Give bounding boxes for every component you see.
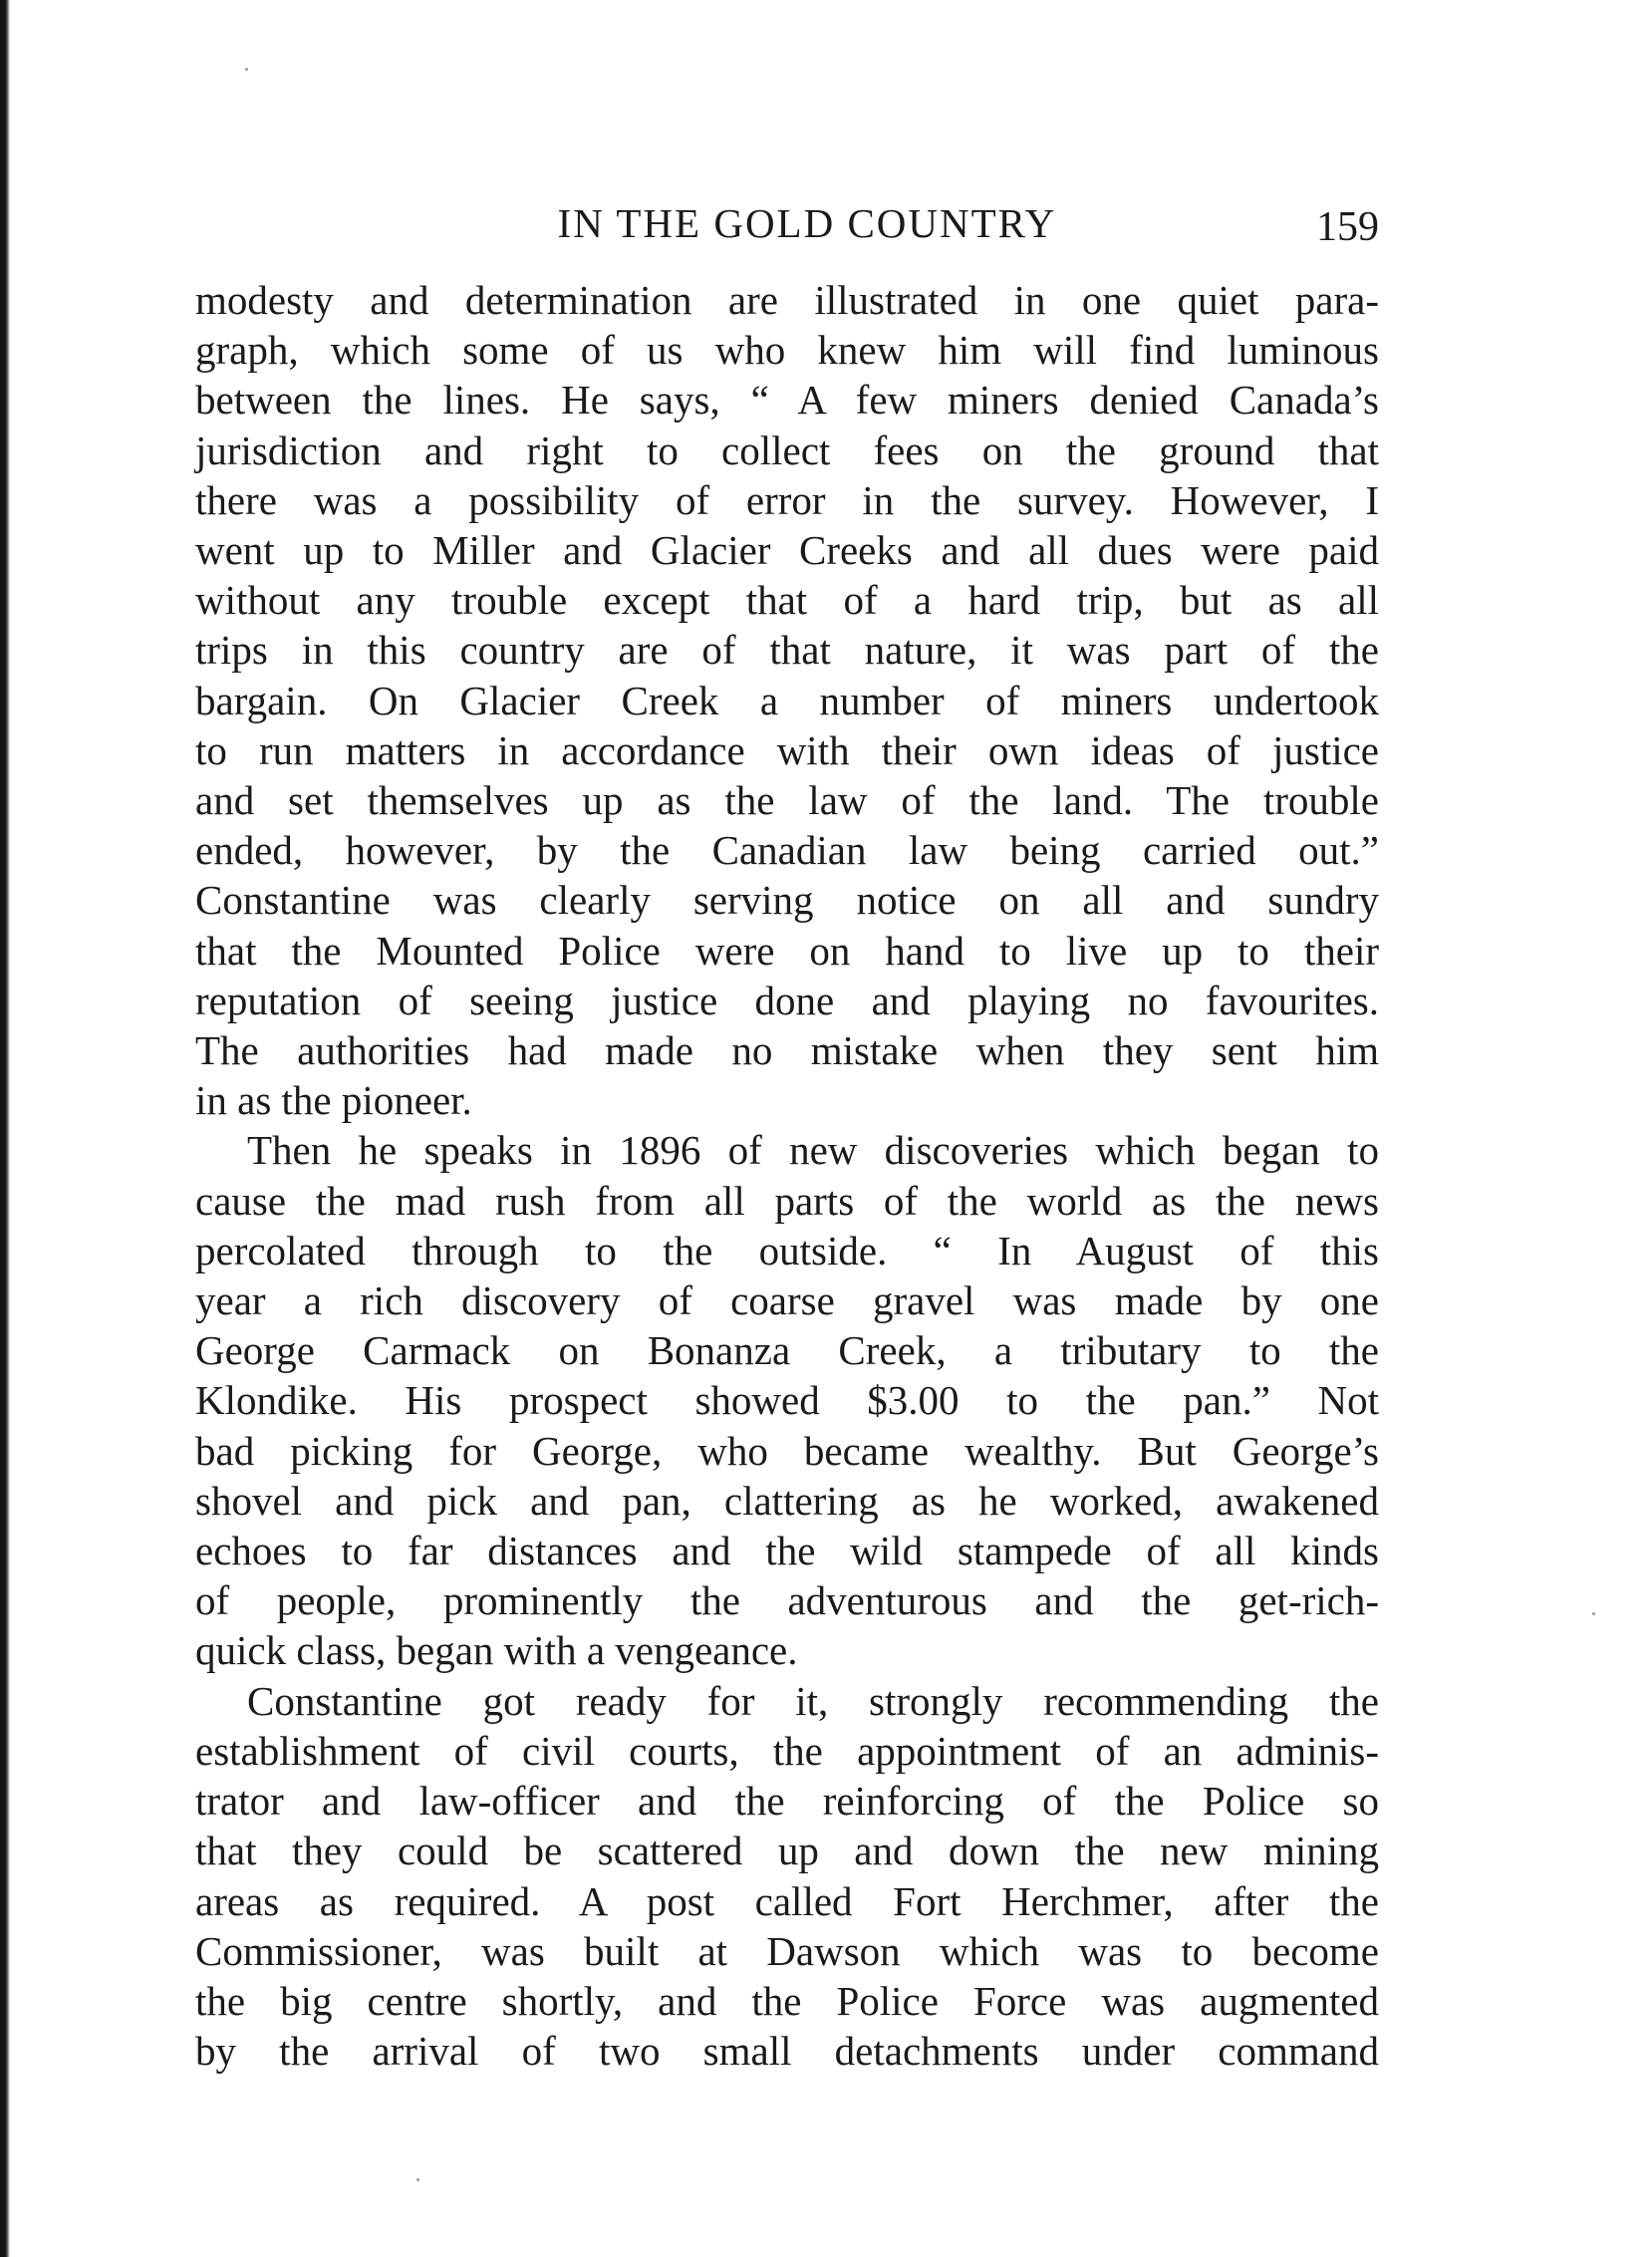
text-line: year a rich discovery of coarse gravel was made by one xyxy=(195,1277,1379,1324)
running-title: IN THE GOLD COUNTRY xyxy=(557,200,1057,246)
text-line: shovel and pick and pan, clattering as he worked, awakened xyxy=(195,1477,1379,1524)
text-line: the big centre shortly, and the Police Force was augmented xyxy=(195,1977,1379,2024)
text-line: reputation of seeing justice done and playing no favourites. xyxy=(195,977,1379,1023)
text-line: trips in this country are of that nature, it was part of the xyxy=(195,627,1379,674)
text-line: George Carmack on Bonanza Creek, a tributary to the xyxy=(195,1327,1379,1374)
text-line: between the lines. He says, “ A few miners denied Canada’s xyxy=(195,377,1379,423)
paper-speck xyxy=(416,2178,419,2181)
text-line: cause the mad rush from all parts of the world as the news xyxy=(195,1177,1379,1224)
text-line: without any trouble except that of a hard trip, but as all xyxy=(195,577,1379,624)
text-line: ended, however, by the Canadian law being carried out.” xyxy=(195,827,1379,874)
binding-edge xyxy=(0,0,10,2257)
text-line: Then he speaks in 1896 of new discoveries which began to xyxy=(247,1127,1379,1174)
text-line: and set themselves up as the law of the land. The trouble xyxy=(195,777,1379,824)
body-text xyxy=(195,275,1379,2076)
text-line: by the arrival of two small detachments under command xyxy=(195,2028,1379,2075)
text-line: Constantine got ready for it, strongly recommending the xyxy=(247,1677,1379,1724)
text-line: bad picking for George, who became wealthy. But George’s xyxy=(195,1427,1379,1474)
text-line: Commissioner, was built at Dawson which was to become xyxy=(195,1927,1379,1974)
text-line: of people, prominently the adventurous and the get-rich- xyxy=(195,1577,1379,1624)
text-line: establishment of civil courts, the appointment of an adminis- xyxy=(195,1727,1379,1774)
text-line: in as the pioneer. xyxy=(195,1077,472,1124)
text-line: bargain. On Glacier Creek a number of miners undertook xyxy=(195,677,1379,723)
text-line: echoes to far distances and the wild stampede of all kinds xyxy=(195,1528,1379,1574)
paper-speck xyxy=(1592,1612,1595,1615)
text-line: to run matters in accordance with their own ideas of justice xyxy=(195,726,1379,773)
text-line: quick class, began with a vengeance. xyxy=(195,1627,798,1674)
paragraph-1 xyxy=(195,275,1379,1125)
text-line: percolated through to the outside. “ In August of this xyxy=(195,1227,1379,1273)
text-line: that the Mounted Police were on hand to live up to their xyxy=(195,927,1379,974)
text-line: went up to Miller and Glacier Creeks and all dues were paid xyxy=(195,527,1379,574)
text-line: The authorities had made no mistake when they sent him xyxy=(195,1027,1379,1074)
page-number: 159 xyxy=(1316,204,1379,250)
text-line: that they could be scattered up and down the new mining xyxy=(195,1828,1379,1874)
running-head xyxy=(195,189,1379,253)
paragraph-2 xyxy=(195,1125,1379,1675)
paper-speck xyxy=(245,68,248,71)
text-line: there was a possibility of error in the survey. However, I xyxy=(195,476,1379,523)
paragraph-3 xyxy=(195,1676,1379,2077)
book-page xyxy=(195,189,1379,2076)
text-line: modesty and determination are illustrated in one quiet para- xyxy=(195,277,1379,323)
text-line: Constantine was clearly serving notice on all and sundry xyxy=(195,877,1379,924)
text-line: jurisdiction and right to collect fees on the ground that xyxy=(195,426,1379,473)
text-line: Klondike. His prospect showed $3.00 to the pan.” Not xyxy=(195,1377,1379,1424)
text-line: areas as required. A post called Fort Herchmer, after the xyxy=(195,1877,1379,1924)
text-line: trator and law-officer and the reinforcing of the Police so xyxy=(195,1778,1379,1825)
text-line: graph, which some of us who knew him will find luminous xyxy=(195,327,1379,374)
